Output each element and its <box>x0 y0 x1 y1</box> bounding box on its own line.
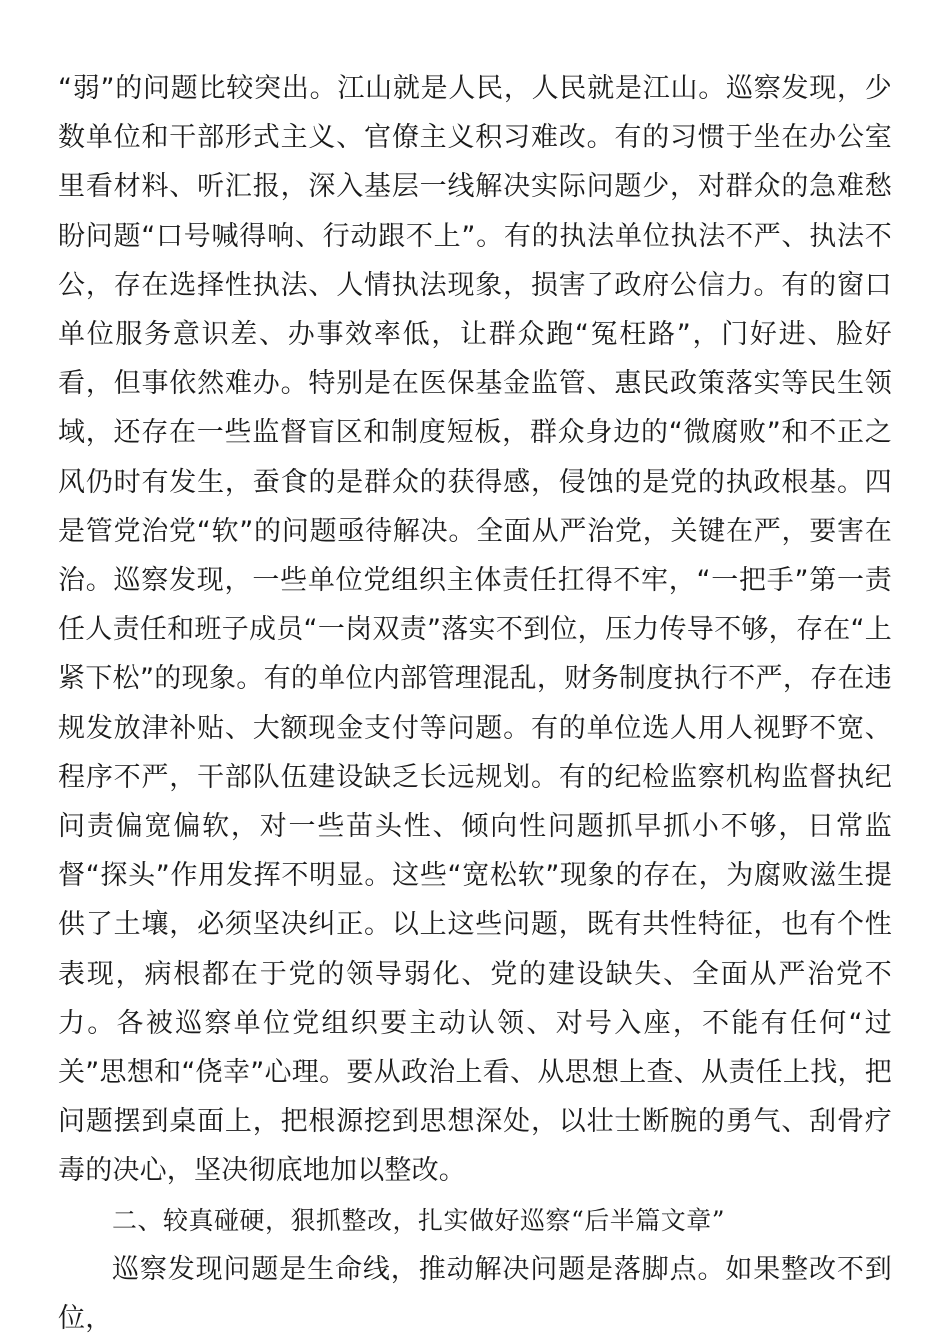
document-page <box>58 64 892 1343</box>
body-paragraph-continued: “弱”的问题比较突出。江山就是人民，人民就是江山。巡察发现，少数单位和干部形式主义、官僚主义积习难改。有的习惯于坐在办公室里看材料、听汇报，深入基层一线解决实际问题少，对群众的急难愁盼问题“口号喊得响、行动跟不上”。有的执法单位执法不严、执法不公，存在选择性执法、人情执法现象，损害了政府公信力。有的窗口单位服务意识差、办事效率低，让群众跑“冤枉路”，门好进、脸好看，但事依然难办。特别是在医保基金监管、惠民政策落实等民生领域，还存在一些监督盲区和制度短板，群众身边的“微腐败”和不正之风仍时有发生，蚕食的是群众的获得感，侵蚀的是党的执政根基。四是管党治党“软”的问题亟待解决。全面从严治党，关键在严，要害在治。巡察发现，一些单位党组织主体责任扛得不牢，“一把手”第一责任人责任和班子成员“一岗双责”落实不到位，压力传导不够，存在“上紧下松”的现象。有的单位内部管理混乱，财务制度执行不严，存在违规发放津补贴、大额现金支付等问题。有的单位选人用人视野不宽、程序不严，干部队伍建设缺乏长远规划。有的纪检监察机构监督执纪问责偏宽偏软，对一些苗头性、倾向性问题抓早抓小不够，日常监督“探头”作用发挥不明显。这些“宽松软”现象的存在，为腐败滋生提供了土壤，必须坚决纠正。以上这些问题，既有共性特征，也有个性表现，病根都在于党的领导弱化、党的建设缺失、全面从严治党不力。各被巡察单位党组织要主动认领、对号入座，不能有任何“过关”思想和“侥幸”心理。要从政治上看、从思想上查、从责任上找，把问题摆到桌面上，把根源挖到思想深处，以壮士断腕的勇气、刮骨疗毒的决心，坚决彻底地加以整改。 <box>58 73 892 1187</box>
body-paragraph-next: 巡察发现问题是生命线，推动解决问题是落脚点。如果整改不到位， <box>58 1253 892 1335</box>
section-heading: 二、较真碰硬，狠抓整改，扎实做好巡察“后半篇文章” <box>112 1205 726 1235</box>
